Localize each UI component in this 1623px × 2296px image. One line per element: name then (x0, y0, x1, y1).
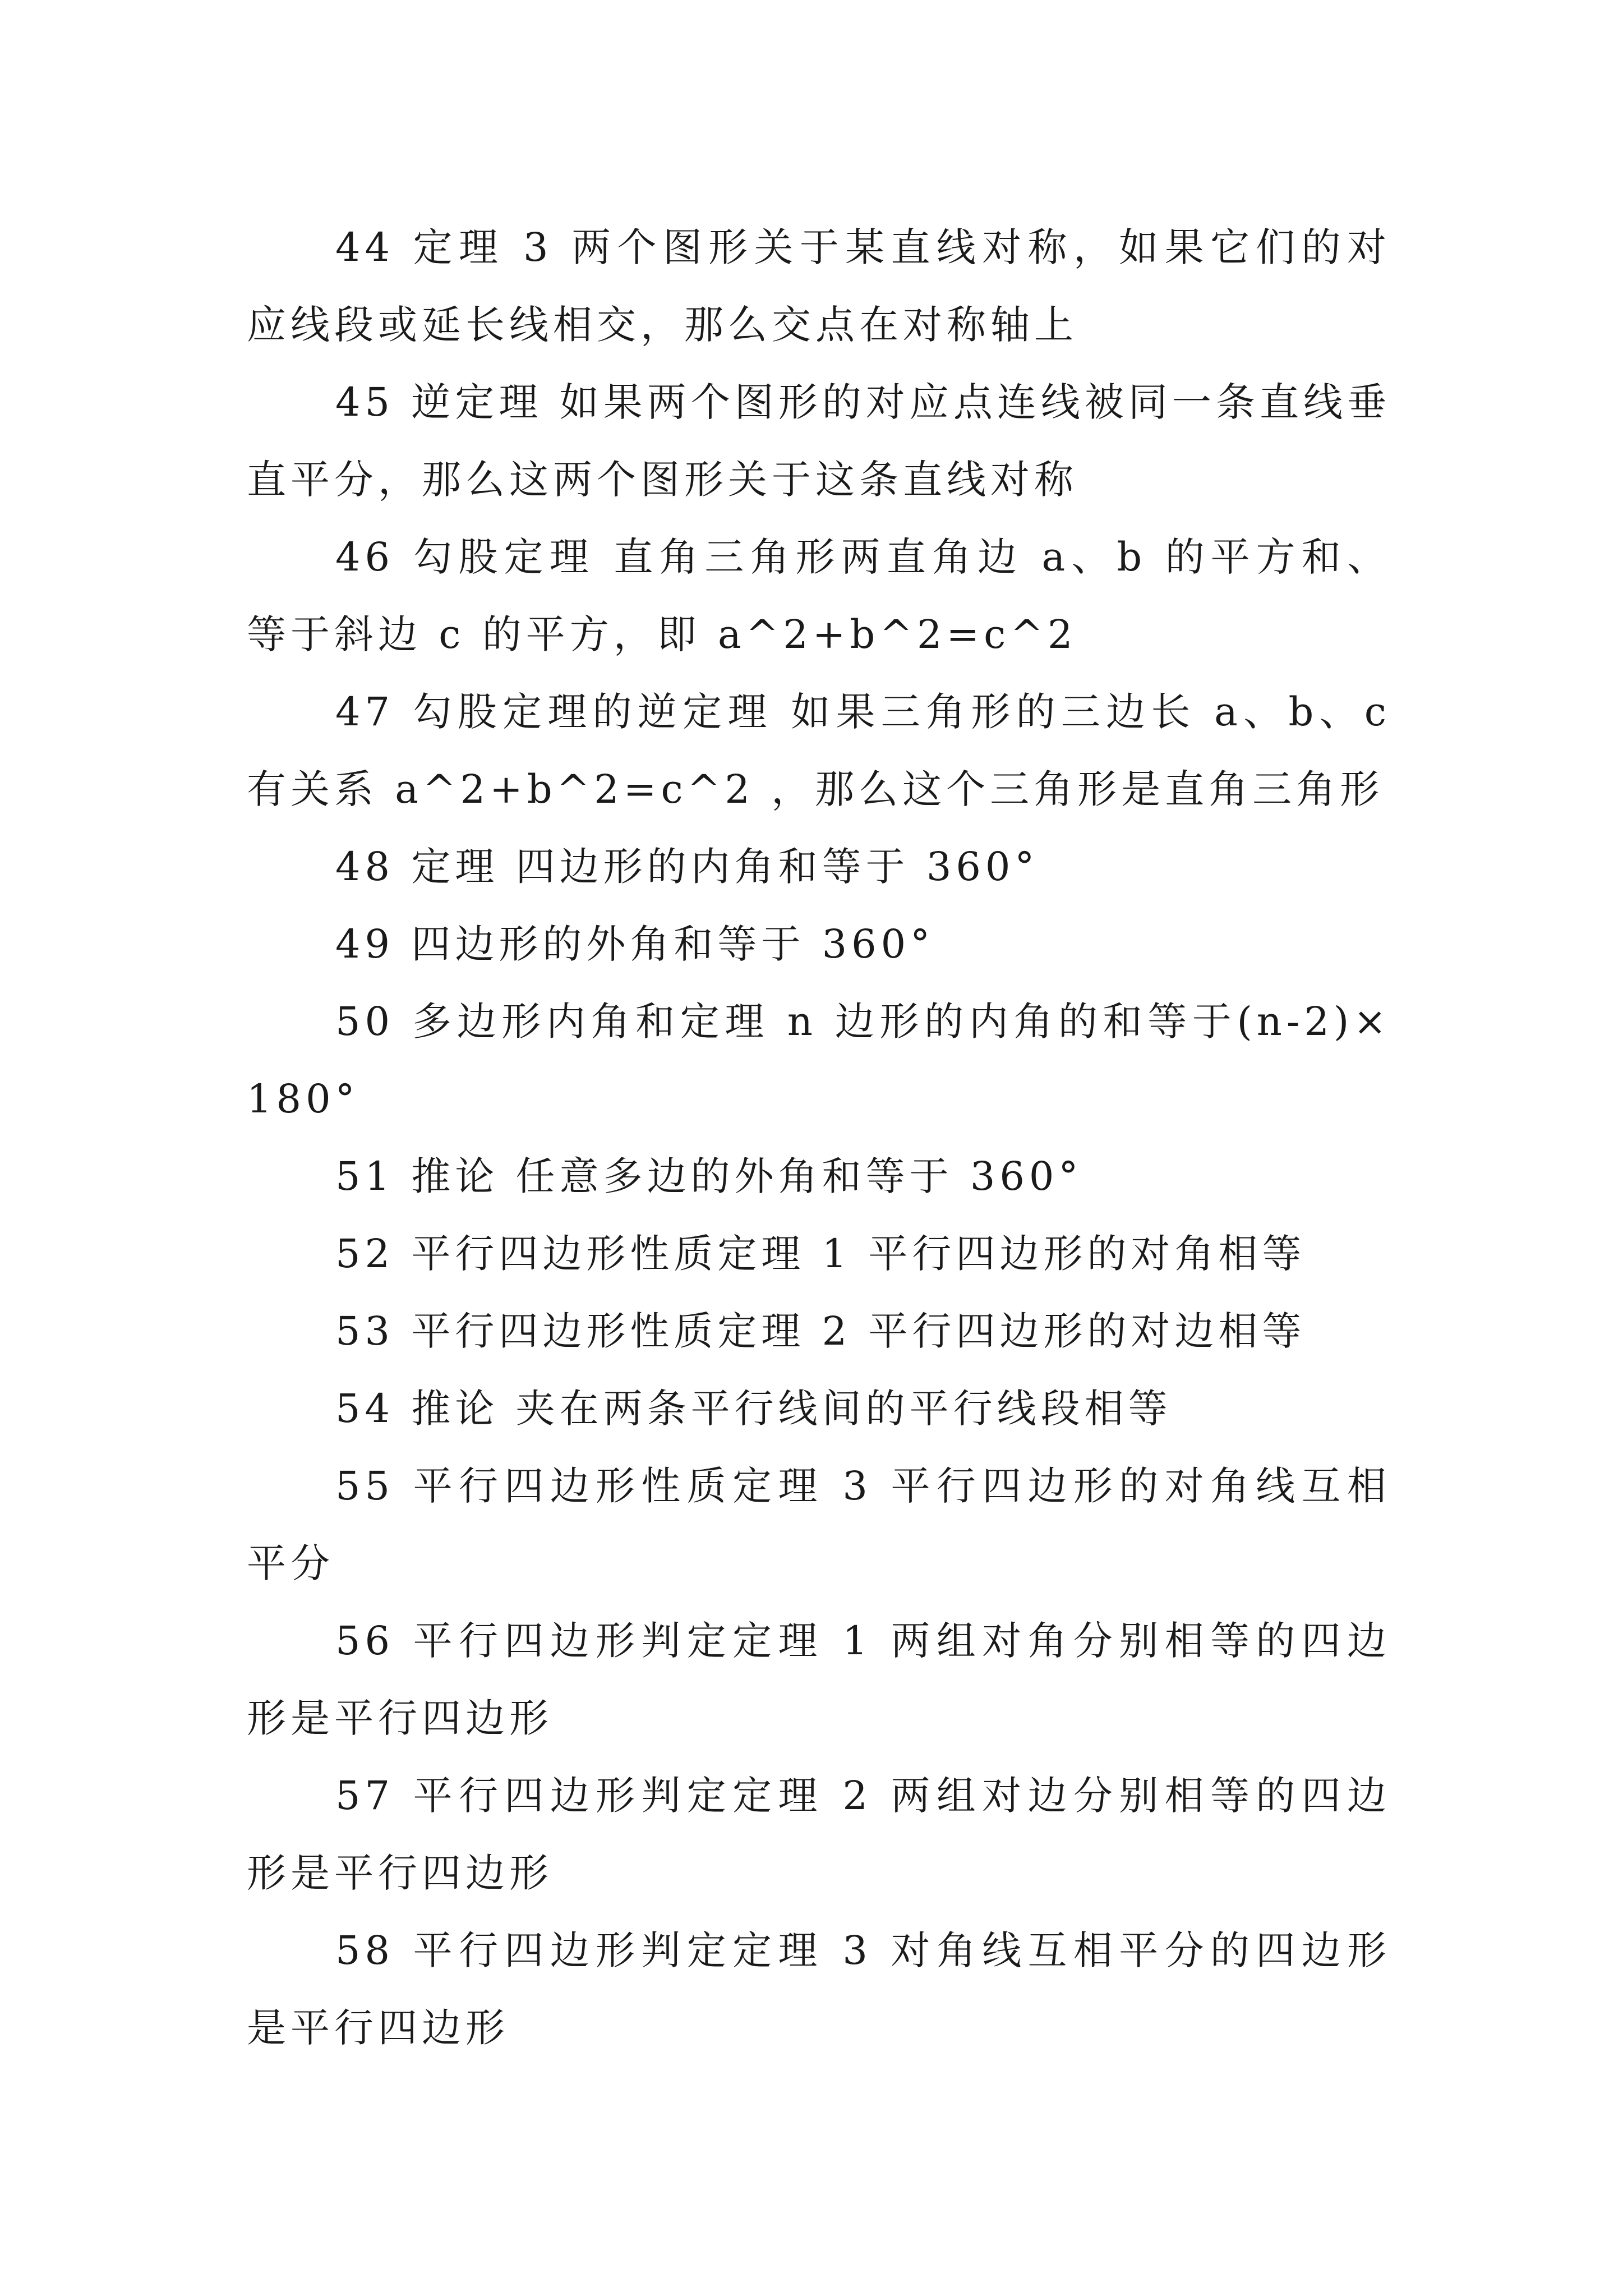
document-body (247, 209, 1391, 2067)
theorem-54: 54 推论 夹在两条平行线间的平行线段相等 (335, 1386, 1172, 1432)
theorem-56: 56 平行四边形判定定理 1 两组对角分别相等的四边形是平行四边形 (247, 1618, 1391, 1741)
theorem-45: 45 逆定理 如果两个图形的对应点连线被同一条直线垂直平分，那么这两个图形关于这条直线对称 (247, 379, 1391, 503)
theorem-58: 58 平行四边形判定定理 3 对角线互相平分的四边形是平行四边形 (247, 1927, 1391, 2051)
theorem-48: 48 定理 四边形的内角和等于 360° (335, 844, 1039, 890)
theorem-50: 50 多边形内角和定理 n 边形的内角的和等于(n-2)×180° (247, 999, 1391, 1122)
theorem-46: 46 勾股定理 直角三角形两直角边 a、b 的平方和、等于斜边 c 的平方，即 a^2+b^2=c^2 (247, 534, 1391, 657)
theorem-49: 49 四边形的外角和等于 360° (335, 921, 935, 967)
theorem-47: 47 勾股定理的逆定理 如果三角形的三边长 a、b、c 有关系 a^2+b^2=c^2 ，那么这个三角形是直角三角形 (247, 689, 1391, 812)
theorem-52: 52 平行四边形性质定理 1 平行四边形的对角相等 (335, 1231, 1306, 1277)
theorem-55: 55 平行四边形性质定理 3 平行四边形的对角线互相平分 (247, 1463, 1391, 1586)
theorem-51: 51 推论 任意多边的外角和等于 360° (335, 1153, 1083, 1199)
theorem-53: 53 平行四边形性质定理 2 平行四边形的对边相等 (335, 1308, 1306, 1354)
theorem-57: 57 平行四边形判定定理 2 两组对边分别相等的四边形是平行四边形 (247, 1773, 1391, 1896)
theorem-44: 44 定理 3 两个图形关于某直线对称，如果它们的对应线段或延长线相交，那么交点在对称轴上 (247, 224, 1391, 348)
